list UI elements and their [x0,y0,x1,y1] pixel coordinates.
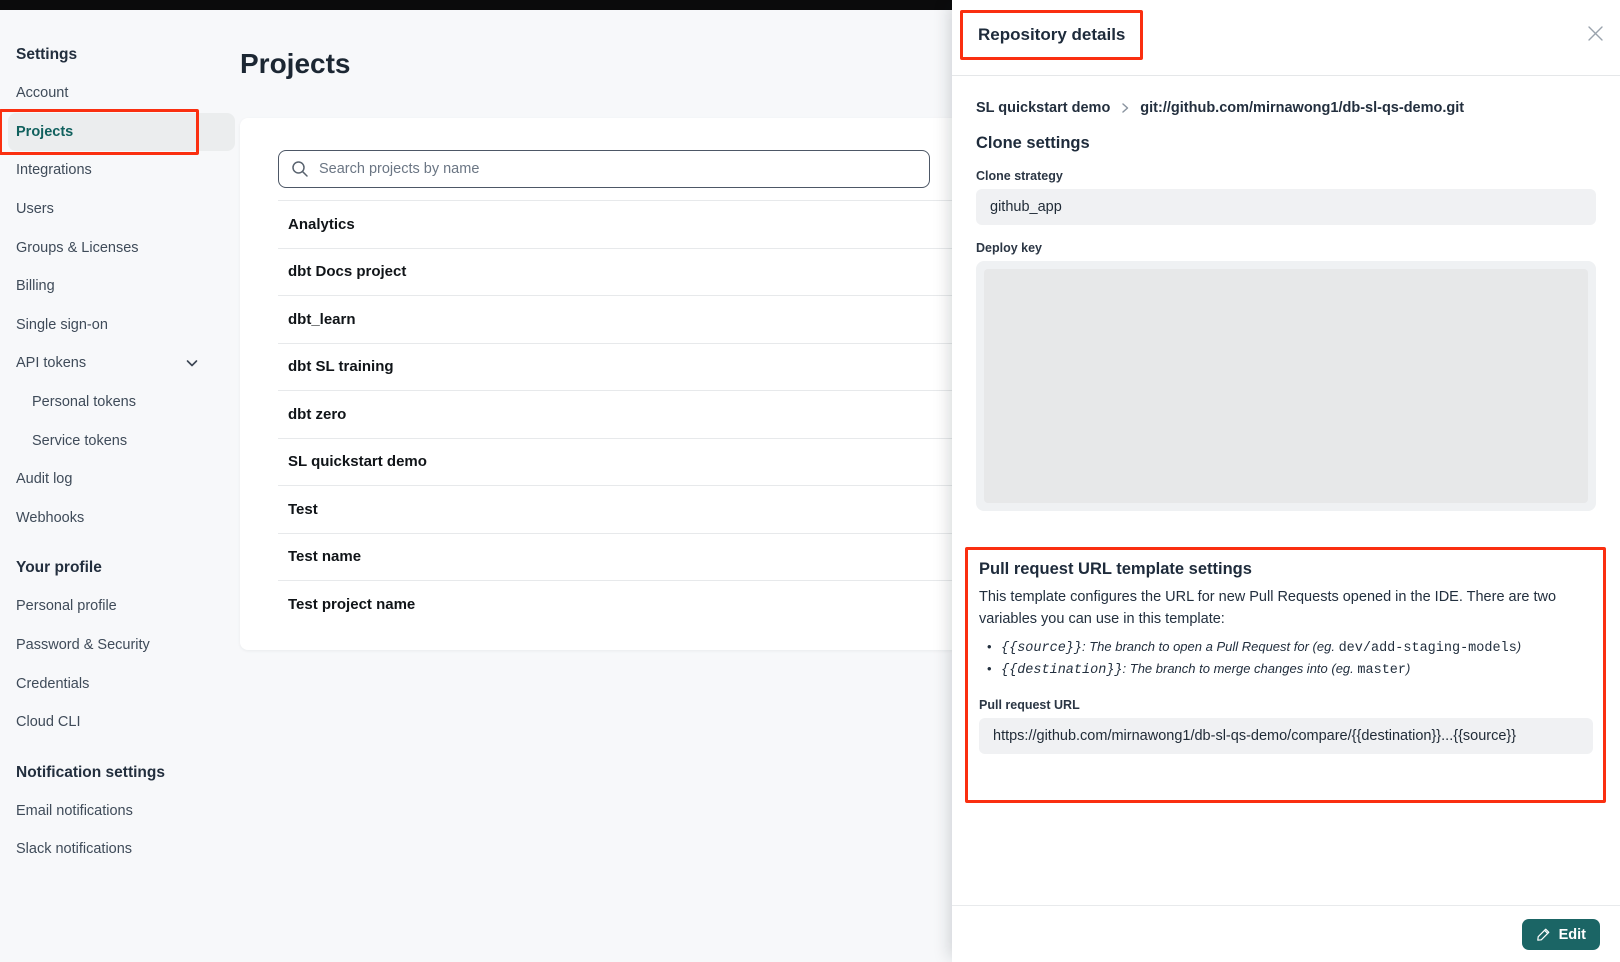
pencil-icon [1536,927,1551,942]
project-list [278,200,970,628]
breadcrumb-repository-url: git://github.com/mirnawong1/db-sl-qs-demo.git [1140,100,1465,116]
sidebar-section-notification-settings: Notification settings [16,763,165,781]
pull-request-settings-heading: Pull request URL template settings [979,560,1252,578]
chevron-right-icon [1120,102,1130,114]
sidebar-item-projects[interactable]: Projects [8,113,235,152]
sidebar-item-cloud-cli[interactable]: Cloud CLI [16,714,81,731]
annotation-box-repository-details [960,10,1143,60]
project-row-dbt-docs-project[interactable]: dbt Docs project [278,248,970,296]
sidebar-item-single-sign-on[interactable]: Single sign-on [16,316,108,333]
clone-strategy-field: github_app [976,189,1596,225]
drawer-body [952,76,1620,803]
sidebar-item-billing[interactable]: Billing [16,278,55,295]
project-row-sl-quickstart-demo[interactable]: SL quickstart demo [278,438,970,486]
settings-sidebar [0,10,240,962]
pull-request-variable-list [979,637,1593,683]
project-row-dbt-learn[interactable]: dbt_learn [278,295,970,343]
deploy-key-field [976,261,1596,511]
variable-bullet-source: • {{source}}: The branch to open a Pull Request for (eg. dev/add-staging-models) [979,637,1593,660]
sidebar-section-your-profile: Your profile [16,559,102,577]
sidebar-item-credentials[interactable]: Credentials [16,675,90,692]
project-row-analytics[interactable]: Analytics [278,200,970,248]
pull-request-url-label: Pull request URL [979,698,1080,713]
drawer-footer [952,905,1620,962]
sidebar-notifications-list [0,792,240,869]
project-row-test-name[interactable]: Test name [278,533,970,581]
clone-settings-heading: Clone settings [976,134,1090,152]
project-row-dbt-sl-training[interactable]: dbt SL training [278,343,970,391]
sidebar-item-groups-licenses[interactable]: Groups & Licenses [16,239,139,256]
search-input[interactable] [278,150,930,188]
close-icon[interactable] [1584,22,1606,44]
sidebar-item-email-notifications[interactable]: Email notifications [16,802,133,819]
sidebar-item-audit-log[interactable]: Audit log [16,471,73,488]
chevron-down-icon [185,356,199,370]
deploy-key-label: Deploy key [976,241,1043,255]
pull-request-url-field: https://github.com/mirnawong1/db-sl-qs-demo/compare/{{destination}}...{{source}} [979,718,1593,754]
sidebar-item-api-tokens[interactable]: API tokens [8,344,235,383]
pull-request-section [976,560,1593,754]
variable-bullet-destination: • {{destination}}: The branch to merge changes into (eg. master) [979,659,1593,682]
sidebar-item-personal-tokens[interactable]: Personal tokens [32,394,136,411]
breadcrumb [976,100,1596,116]
drawer-header [952,0,1620,76]
project-row-test[interactable]: Test [278,485,970,533]
pull-request-description: This template configures the URL for new Pull Requests opened in the IDE. There are two variables you can use in this template: [979,589,1557,627]
clone-strategy-label: Clone strategy [976,169,1063,183]
annotation-box-pull-request-section [965,547,1606,803]
sidebar-item-password-security[interactable]: Password & Security [16,637,150,654]
drawer-title: Repository details [978,25,1126,44]
sidebar-item-webhooks[interactable]: Webhooks [16,509,85,526]
sidebar-item-integrations[interactable]: Integrations [16,162,92,179]
project-row-test-project-name[interactable]: Test project name [278,580,970,628]
sidebar-item-account[interactable]: Account [16,85,69,102]
edit-button[interactable] [1522,919,1600,950]
project-row-dbt-zero[interactable]: dbt zero [278,390,970,438]
sidebar-item-personal-profile[interactable]: Personal profile [16,598,117,615]
projects-card [240,118,970,650]
sidebar-item-service-tokens[interactable]: Service tokens [32,432,128,449]
sidebar-settings-list [0,74,240,537]
breadcrumb-project: SL quickstart demo [976,100,1111,116]
edit-button-label: Edit [1558,926,1586,943]
repository-details-drawer [952,0,1620,962]
deploy-key-redacted-content [984,269,1588,503]
sidebar-profile-list [0,587,240,741]
sidebar-section-settings: Settings [16,46,78,63]
page-title: Projects [240,48,351,79]
sidebar-item-slack-notifications[interactable]: Slack notifications [16,841,133,858]
sidebar-item-users[interactable]: Users [16,201,54,218]
